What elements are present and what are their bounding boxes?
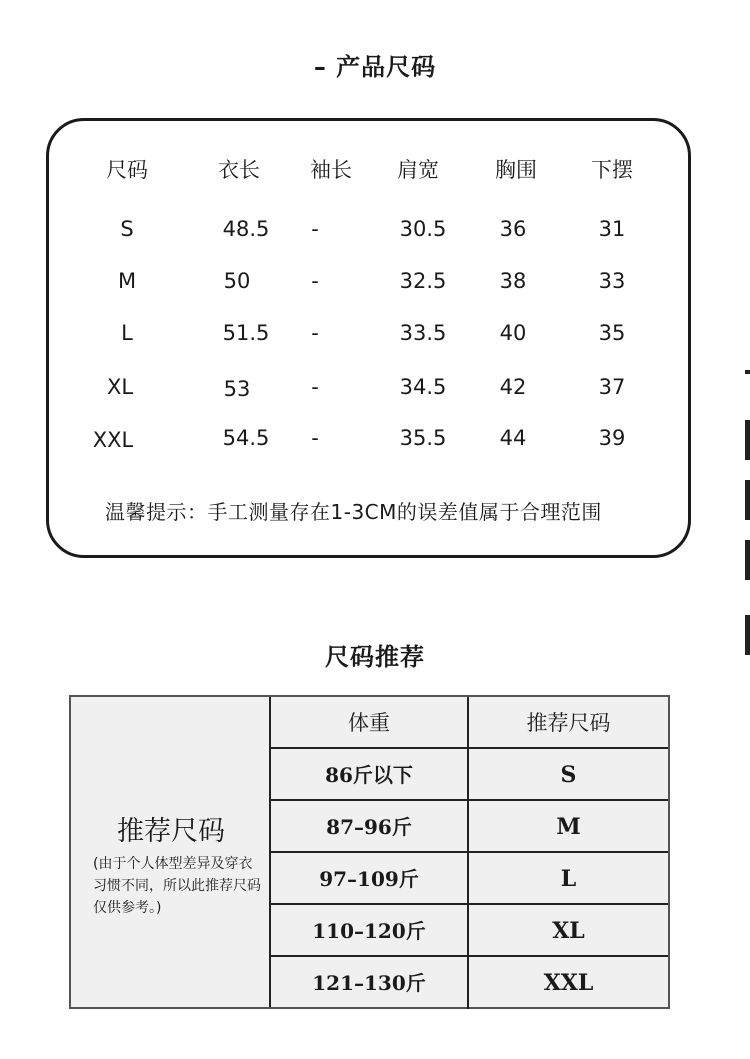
row-m-length: 50 xyxy=(223,269,251,293)
row-l-length: 51.5 xyxy=(222,321,270,345)
header-shoulder: 肩宽 xyxy=(397,158,439,182)
row-xxl-sleeve: - xyxy=(311,426,319,450)
recommend-table xyxy=(69,695,670,1009)
row-xxl-shoulder: 35.5 xyxy=(399,426,447,450)
size-cell: L xyxy=(560,866,577,892)
measurement-tip: 温馨提示：手工测量存在1-3CM的误差值属于合理范围 xyxy=(105,500,602,524)
row-l-hem: 35 xyxy=(598,321,626,345)
header-chest: 胸围 xyxy=(495,158,537,182)
row-xl-size: XL xyxy=(106,375,134,399)
row-m-size: M xyxy=(117,269,137,293)
header-size: 尺码 xyxy=(106,158,148,182)
row-xxl-chest: 44 xyxy=(499,426,527,450)
header-recommended-size: 推荐尺码 xyxy=(526,711,611,735)
header-hem: 下摆 xyxy=(591,158,633,182)
edge-fragment xyxy=(745,615,750,655)
table-row xyxy=(271,801,668,853)
size-chart-title: – 产品尺码 xyxy=(313,53,437,81)
recommend-left-panel xyxy=(71,697,271,1007)
recommend-left-title: 推荐尺码 xyxy=(117,816,225,847)
edge-fragment xyxy=(745,480,750,520)
weight-cell: 121–130斤 xyxy=(271,957,469,1009)
row-l-sleeve: - xyxy=(311,321,319,345)
row-xl-length: 53 xyxy=(223,377,251,401)
row-s-chest: 36 xyxy=(499,217,527,241)
edge-fragment xyxy=(745,370,750,374)
row-xl-shoulder: 34.5 xyxy=(399,375,447,399)
table-row xyxy=(271,905,668,957)
row-m-hem: 33 xyxy=(598,269,626,293)
row-xxl-length: 54.5 xyxy=(222,426,270,450)
table-row xyxy=(271,853,668,905)
edge-fragment xyxy=(745,420,750,460)
weight-cell: 86斤以下 xyxy=(271,749,469,801)
row-xl-chest: 42 xyxy=(499,375,527,399)
row-xxl-size: XXL xyxy=(92,428,134,452)
row-l-size: L xyxy=(121,321,133,345)
row-s-sleeve: - xyxy=(311,217,319,241)
header-sleeve: 袖长 xyxy=(310,158,352,182)
weight-cell: 87–96斤 xyxy=(271,801,469,853)
row-l-shoulder: 33.5 xyxy=(399,321,447,345)
row-s-size: S xyxy=(120,217,134,241)
recommend-grid xyxy=(271,697,668,1007)
row-m-chest: 38 xyxy=(499,269,527,293)
row-xxl-hem: 39 xyxy=(598,426,626,450)
size-chart-card xyxy=(46,118,691,558)
row-m-sleeve: - xyxy=(311,269,319,293)
table-row xyxy=(271,957,668,1009)
weight-cell: 110–120斤 xyxy=(271,905,469,957)
weight-cell: 97–109斤 xyxy=(271,853,469,905)
edge-fragment xyxy=(745,540,750,580)
row-xl-sleeve: - xyxy=(311,375,319,399)
size-cell: S xyxy=(560,762,577,788)
size-cell: M xyxy=(556,814,581,840)
row-s-length: 48.5 xyxy=(222,217,270,241)
header-length: 衣长 xyxy=(218,158,260,182)
recommend-note: (由于个人体型差异及穿衣习惯不同，所以此推荐尺码仅供参考。) xyxy=(93,856,261,916)
row-m-shoulder: 32.5 xyxy=(399,269,447,293)
row-xl-hem: 37 xyxy=(598,375,626,399)
recommend-header-row xyxy=(271,697,668,749)
size-cell: XXL xyxy=(543,970,594,996)
row-s-shoulder: 30.5 xyxy=(399,217,447,241)
table-row xyxy=(271,749,668,801)
row-l-chest: 40 xyxy=(499,321,527,345)
recommend-title: 尺码推荐 xyxy=(325,643,425,671)
row-s-hem: 31 xyxy=(598,217,626,241)
header-weight: 体重 xyxy=(271,697,469,749)
size-cell: XL xyxy=(552,918,585,944)
